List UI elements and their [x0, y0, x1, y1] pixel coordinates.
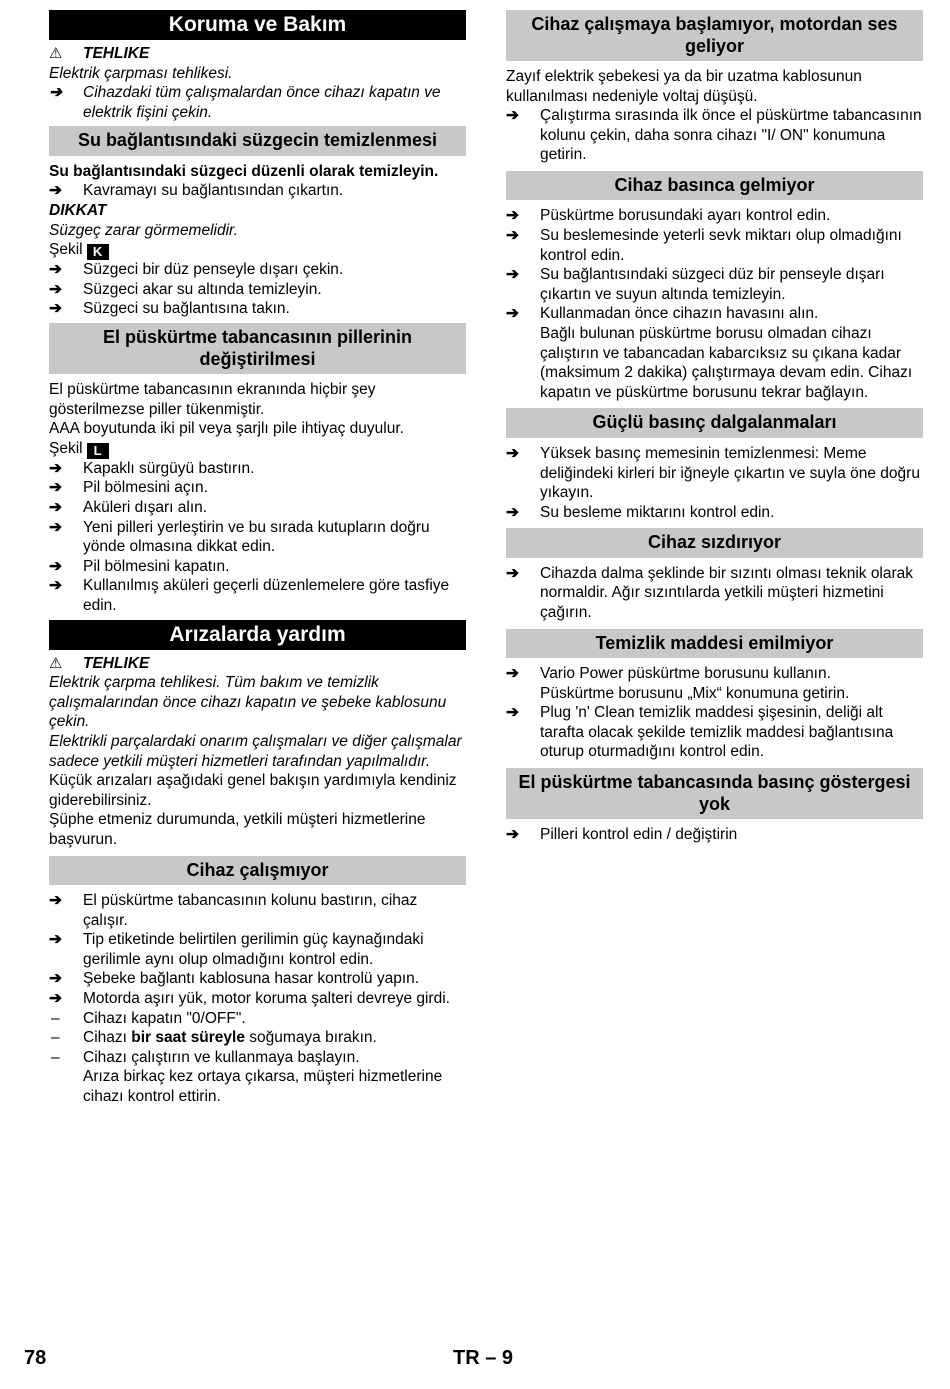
caution-label: DIKKAT: [49, 202, 107, 220]
danger-label: TEHLIKE: [83, 45, 150, 62]
list-item: ➔ Çalıştırma sırasında ilk önce el püskürtme tabancasının kolunu çekin, daha sonra cihazı "I/ ON" konumuna getirin.: [506, 107, 922, 164]
arrow-icon: ➔: [49, 261, 62, 279]
dash-marker: –: [51, 1048, 60, 1066]
list-item: ➔ Kullanmadan önce cihazın havasını alın. Bağlı bulunan püskürtme borusu olmadan cihazı çalıştırın ve tabancadan kabarcıksız su çıkana kadar (maksimum 2 dakika) çalıştırmaya devam edin. Cihazı kapatın ve püskürtme borusunu tekrar bağlayın.: [506, 305, 913, 401]
list-item: ➔ Süzgeci su bağlantısına takın.: [49, 300, 290, 318]
warning-icon: ⚠: [49, 654, 63, 672]
section-title-leak: Cihaz sızdırıyor: [506, 528, 923, 558]
figure-reference: Şekil K: [49, 240, 466, 260]
arrow-icon: ➔: [506, 665, 519, 683]
list-item: ➔ Şebeke bağlantı kablosuna hasar kontrolü yapın.: [49, 970, 420, 988]
arrow-icon: ➔: [49, 518, 62, 536]
right-column: [506, 10, 923, 845]
list-item: ➔ Cihazda dalma şeklinde bir sızıntı olması teknik olarak normaldir. Ağır sızıntılarda yetkili müşteri hizmetini çağırın.: [506, 564, 914, 621]
dash-marker: –: [51, 1029, 60, 1047]
section-title-detergent: Temizlik maddesi emilmiyor: [506, 629, 923, 659]
list-item: ➔ Püskürtme borusundaki ayarı kontrol edin.: [506, 207, 831, 225]
arrow-icon: ➔: [506, 444, 519, 462]
warning-icon: ⚠: [49, 45, 63, 62]
arrow-icon: ➔: [49, 499, 62, 516]
section-title-no-display: El püskürtme tabancasında basınç göstergesi yok: [506, 768, 923, 819]
arrow-icon: ➔: [49, 84, 62, 102]
danger-notice: [49, 654, 466, 674]
arrow-icon: ➔: [506, 305, 519, 323]
section-title-no-pressure: Cihaz basınca gelmiyor: [506, 171, 923, 201]
arrow-icon: ➔: [506, 564, 519, 582]
list-item: ➔ Su besleme miktarını kontrol edin.: [506, 503, 775, 521]
list-item: ➔ Aküleri dışarı alın.: [49, 499, 208, 516]
arrow-icon: ➔: [506, 207, 519, 225]
battery-intro-2: AAA boyutunda iki pil veya şarjlı pile ihtiyaç duyulur.: [49, 420, 404, 438]
danger-text-1: Elektrik çarpma tehlikesi. Tüm bakım ve temizlik çalışmalarından önce cihazı kapatın ve şebeke kablosunu çekin.: [49, 674, 447, 731]
section-title-not-running: Cihaz çalışmıyor: [49, 856, 466, 886]
arrow-icon: ➔: [49, 557, 62, 575]
list-item: ➔ El püskürtme tabancasının kolunu bastırın, cihaz çalışır.: [49, 892, 418, 929]
list-item: ➔ Vario Power püskürtme borusunu kullanın. Püskürtme borusunu „Mix“ konumuna getirin.: [506, 665, 850, 702]
figure-ref-l: L: [87, 443, 109, 459]
list-item: ➔ Cihazdaki tüm çalışmalardan önce cihazı kapatın ve elektrik fişini çekin.: [49, 84, 441, 121]
list-item: ➔ Yüksek basınç memesinin temizlenmesi: Meme deliğindeki kirleri bir iğneyle çıkartın ve suyla öne doğru yıkayın.: [506, 444, 920, 502]
section-title-koruma: Koruma ve Bakım: [49, 10, 466, 40]
danger-text-2: Elektrikli parçalardaki onarım çalışmaları ve diğer çalışmalar sadece yetkili müşteri hizmetleri tarafından yapılmalıdır.: [49, 732, 462, 770]
arrow-icon: ➔: [506, 266, 519, 284]
arrow-icon: ➔: [506, 704, 519, 722]
list-item: ➔ Plug 'n' Clean temizlik maddesi şişesinin, deliği alt tarafta olacak şekilde temizlik maddesi bağlantısına oturup oturmadığını kontrol edin.: [506, 704, 894, 761]
dash-item: – Cihazı çalıştırın ve kullanmaya başlayın. Arıza birkaç kez ortaya çıkarsa, müşteri hizmetlerine cihazı kontrol ettirin.: [51, 1048, 443, 1105]
section-title-troubleshooting: Arızalarda yardım: [49, 620, 466, 650]
dash-item: – Cihazı bir saat süreyle soğumaya bırakın.: [51, 1029, 377, 1047]
list-item: ➔ Su beslemesinde yeterli sevk miktarı olup olmadığını kontrol edin.: [506, 227, 902, 264]
danger-text: Elektrik çarpması tehlikesi.: [49, 64, 233, 82]
filter-intro: Su bağlantısındaki süzgeci düzenli olarak temizleyin.: [49, 162, 439, 180]
arrow-icon: ➔: [49, 970, 62, 988]
arrow-icon: ➔: [49, 300, 62, 318]
list-item: ➔ Pil bölmesini kapatın.: [49, 557, 230, 575]
list-item: ➔ Pilleri kontrol edin / değiştirin: [506, 826, 738, 844]
arrow-icon: ➔: [49, 479, 62, 497]
arrow-icon: ➔: [506, 826, 519, 844]
arrow-icon: ➔: [506, 503, 519, 521]
figure-ref-k: K: [87, 244, 109, 260]
page-number: 78: [24, 1347, 47, 1369]
dash-marker: –: [51, 1009, 60, 1027]
list-item: ➔ Kullanılmış aküleri geçerli düzenlemelere göre tasfiye edin.: [49, 577, 450, 614]
arrow-icon: ➔: [506, 107, 519, 125]
section-title-battery: El püskürtme tabancasının pillerinin değiştirilmesi: [49, 323, 466, 374]
arrow-icon: ➔: [49, 459, 62, 477]
arrow-icon: ➔: [506, 227, 519, 245]
section-title-filter: Su bağlantısındaki süzgecin temizlenmesi: [49, 126, 466, 156]
arrow-icon: ➔: [49, 280, 62, 298]
section-title-motor-noise: Cihaz çalışmaya başlamıyor, motordan ses geliyor: [506, 10, 923, 61]
troubleshoot-text-2: Şüphe etmeniz durumunda, yetkili müşteri hizmetlerine başvurun.: [49, 811, 426, 848]
figure-reference: Şekil L: [49, 439, 466, 459]
list-item: ➔ Su bağlantısındaki süzgeci düz bir penseyle dışarı çıkartın ve suyun altında temizleyin.: [506, 266, 885, 303]
arrow-icon: ➔: [49, 931, 62, 949]
troubleshoot-text-1: Küçük arızaları aşağıdaki genel bakışın yardımıyla kendiniz giderebilirsiniz.: [49, 772, 457, 809]
left-column: [49, 10, 466, 1107]
arrow-icon: ➔: [49, 892, 62, 909]
motor-noise-intro: Zayıf elektrik şebekesi ya da bir uzatma kablosunun kullanılması nedeniyle voltaj düşüşü.: [506, 68, 862, 105]
section-title-fluctuation: Güçlü basınç dalgalanmaları: [506, 408, 923, 438]
arrow-icon: ➔: [49, 989, 62, 1007]
list-item: ➔ Süzgeci akar su altında temizleyin.: [49, 280, 322, 298]
list-item: ➔ Yeni pilleri yerleştirin ve bu sırada kutupların doğru yönde olmasına dikkat edin.: [49, 518, 430, 556]
battery-intro-1: El püskürtme tabancasının ekranında hiçbir şey gösterilmezse piller tükenmiştir.: [49, 381, 376, 418]
list-item: ➔ Süzgeci bir düz penseyle dışarı çekin.: [49, 261, 344, 279]
list-item: ➔ Tip etiketinde belirtilen gerilimin güç kaynağındaki gerilimle aynı olup olmadığını kontrol edin.: [49, 931, 424, 968]
page-code: TR – 9: [453, 1347, 514, 1369]
list-item: ➔ Kavramayı su bağlantısından çıkartın.: [49, 182, 344, 200]
list-item: ➔ Motorda aşırı yük, motor koruma şalteri devreye girdi.: [49, 989, 450, 1007]
danger-label: TEHLIKE: [83, 654, 150, 672]
caution-text: Süzgeç zarar görmemelidir.: [49, 221, 238, 239]
list-item: ➔ Kapaklı sürgüyü bastırın.: [49, 459, 255, 477]
arrow-icon: ➔: [49, 182, 62, 200]
list-item: ➔ Pil bölmesini açın.: [49, 479, 208, 497]
dash-item: – Cihazı kapatın "0/OFF".: [51, 1009, 246, 1027]
arrow-icon: ➔: [49, 577, 62, 595]
danger-notice: [49, 44, 466, 64]
